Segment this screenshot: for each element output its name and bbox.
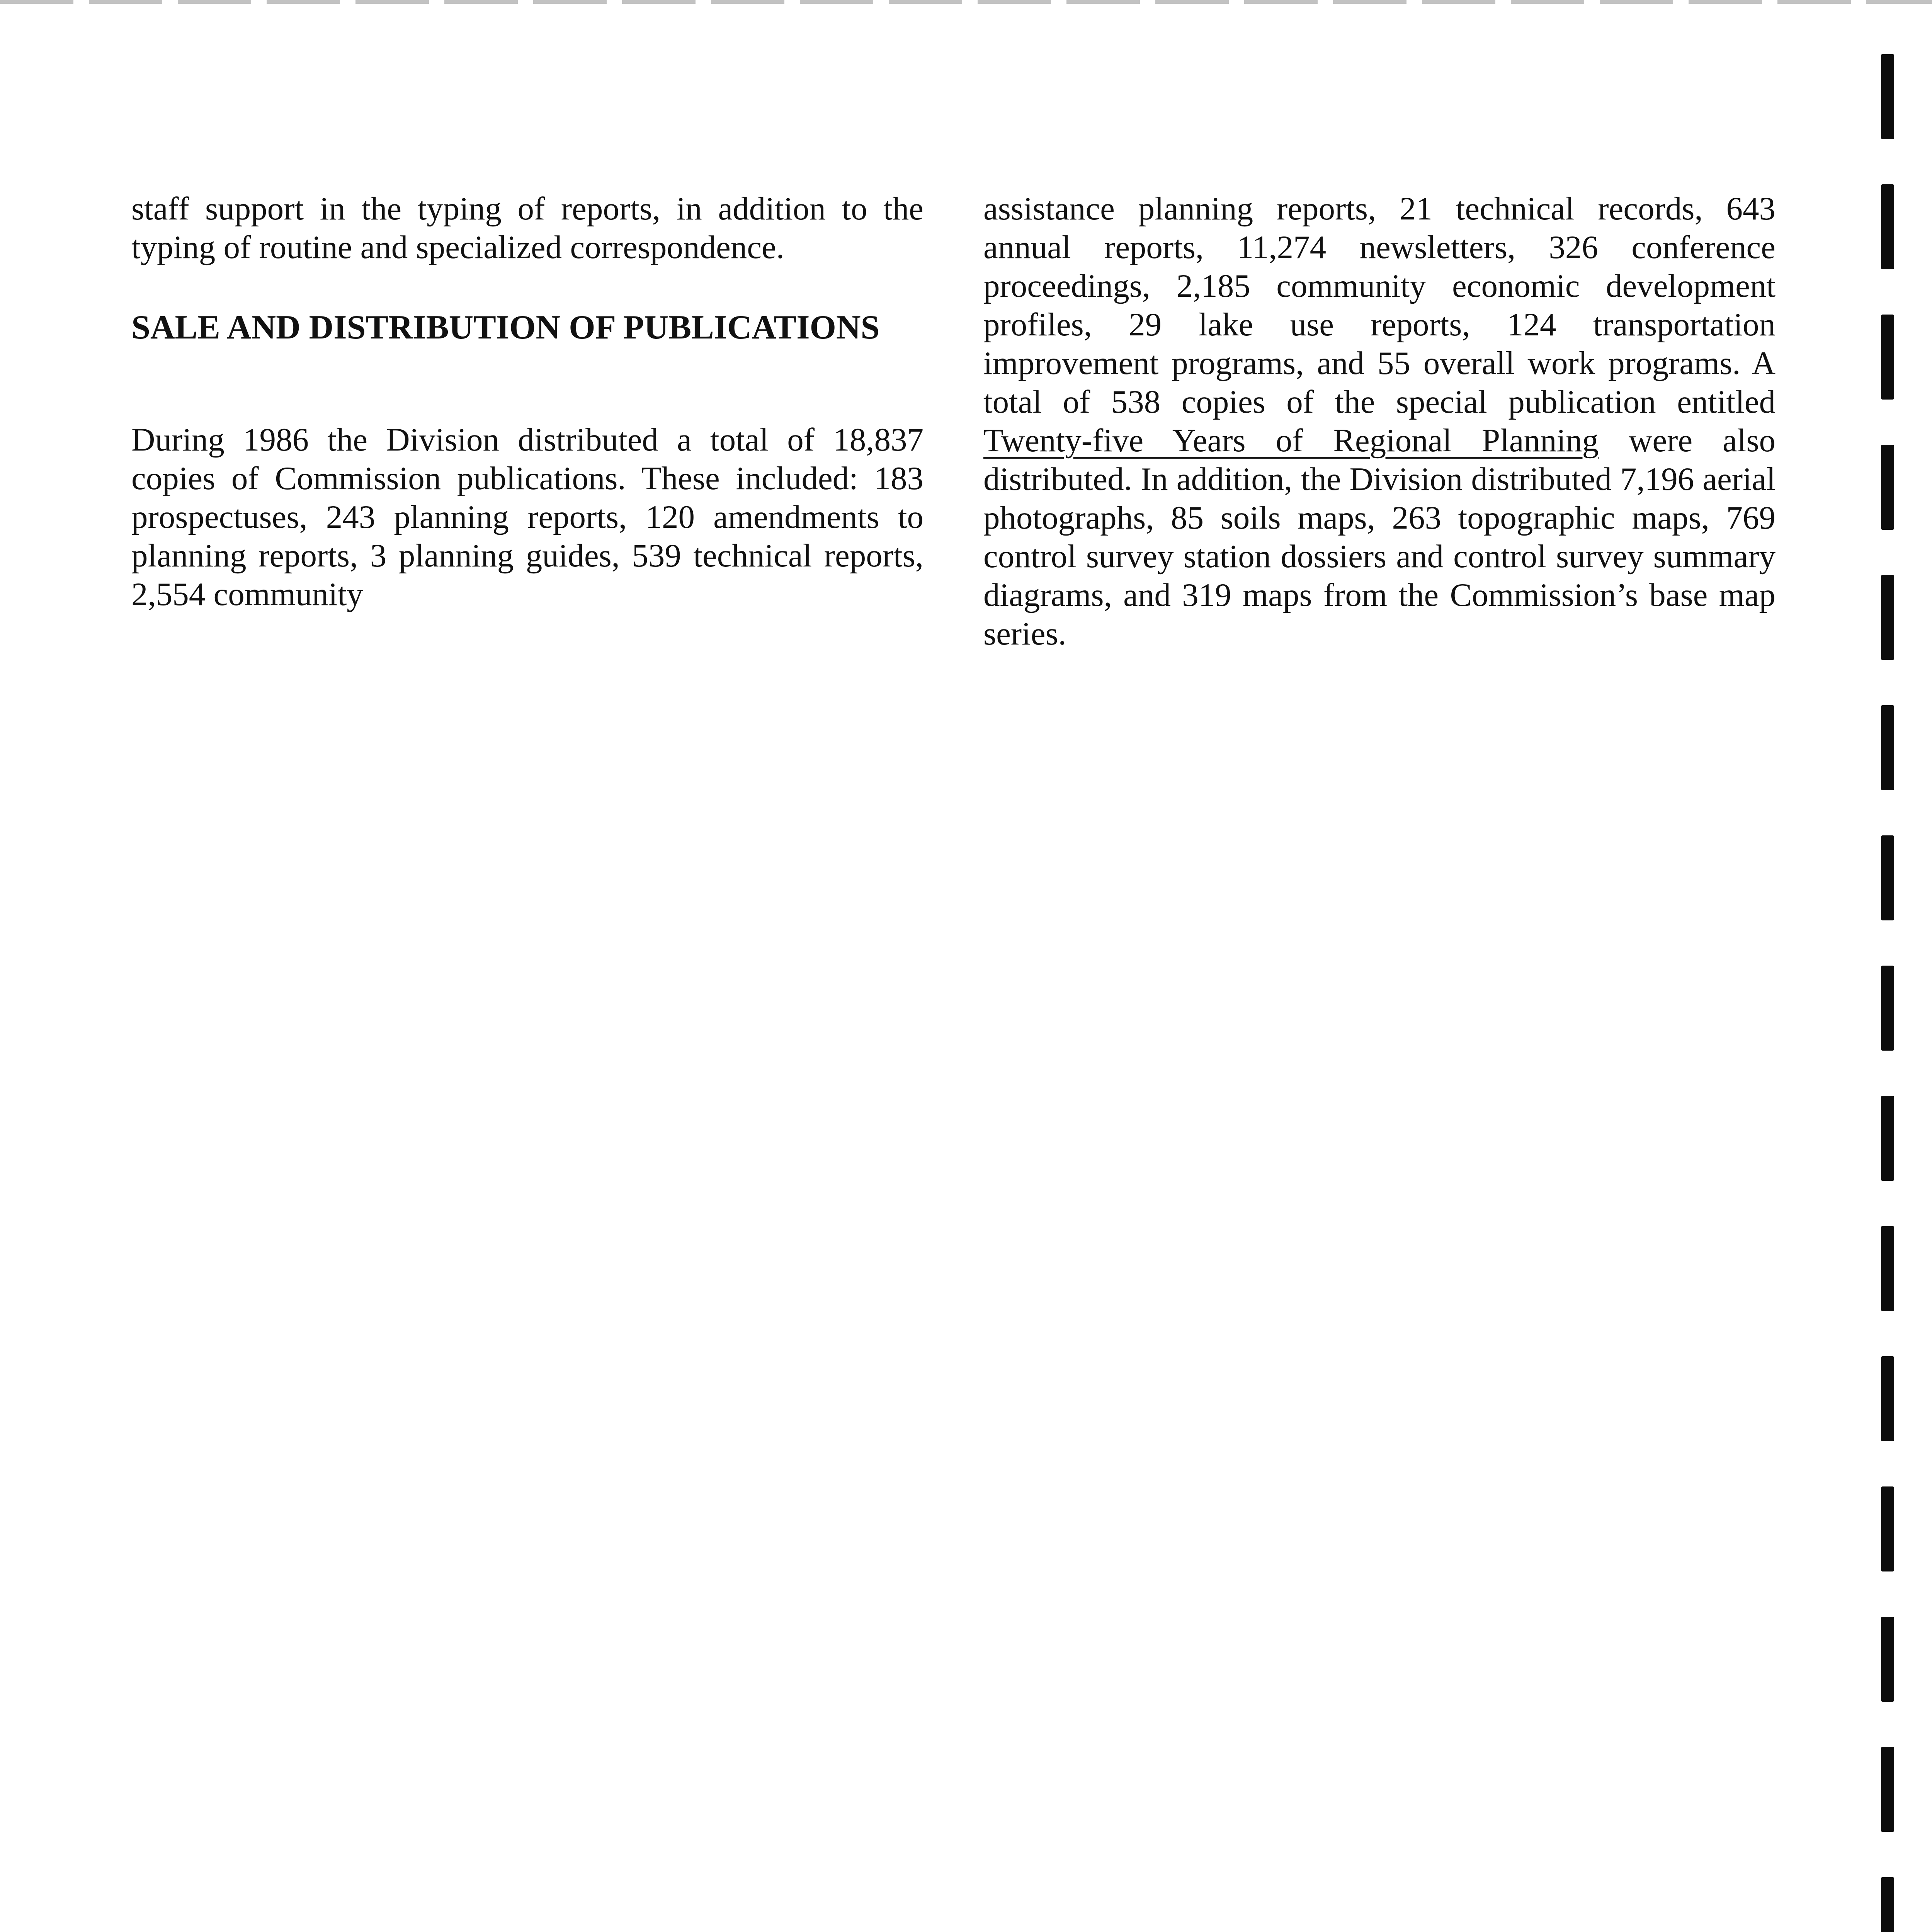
section-heading: SALE AND DISTRIBUTION OF PUBLICATIONS	[131, 309, 880, 346]
binding-hole	[1881, 1877, 1894, 1932]
binding-hole	[1881, 1356, 1894, 1441]
binding-hole	[1881, 1747, 1894, 1832]
binding-hole	[1881, 445, 1894, 530]
binding-hole	[1881, 575, 1894, 660]
binding-hole	[1881, 705, 1894, 790]
left-column	[131, 189, 923, 614]
binding-hole	[1881, 1486, 1894, 1571]
intro-paragraph: staff support in the typing of reports, in addition to the typing of routine and specialized correspondence.	[131, 190, 923, 265]
binding-hole	[1881, 966, 1894, 1051]
continued-paragraph	[983, 189, 1776, 653]
binding-hole	[1881, 835, 1894, 920]
publication-title: Twenty-five Years of Regional Planning	[983, 422, 1599, 459]
binding-hole	[1881, 54, 1894, 139]
body-paragraph: During 1986 the Division distributed a total of 18,837 copies of Commission publications. These included: 183 prospectuses, 243 planning reports, 120 amendments to planning reports, 3 planning guides, 539 technical reports, 2,554 community	[131, 422, 923, 612]
right-column	[983, 189, 1776, 653]
scan-edge-top	[0, 0, 1932, 4]
binding-hole	[1881, 1617, 1894, 1702]
binding-hole	[1881, 315, 1894, 400]
binding-hole	[1881, 184, 1894, 269]
binding-hole	[1881, 1096, 1894, 1181]
text-before-title: assistance planning reports, 21 technical records, 643 annual reports, 11,274 newsletters, 326 conference proceedings, 2,185 community economic development profiles, 29 lake use reports, 124 transportation improvement programs, and 55 overall work programs. A total of 538 copies of the special publication entitled	[983, 190, 1776, 420]
binding-holes	[1881, 0, 1894, 1932]
text-after-title: were also distributed. In addition, the Division distributed 7,196 aerial photographs, 85 soils maps, 263 topographic maps, 769 control survey station dossiers and control survey summary diagrams, and 319 maps from the Commission’s base map series.	[983, 422, 1776, 652]
binding-hole	[1881, 1226, 1894, 1311]
